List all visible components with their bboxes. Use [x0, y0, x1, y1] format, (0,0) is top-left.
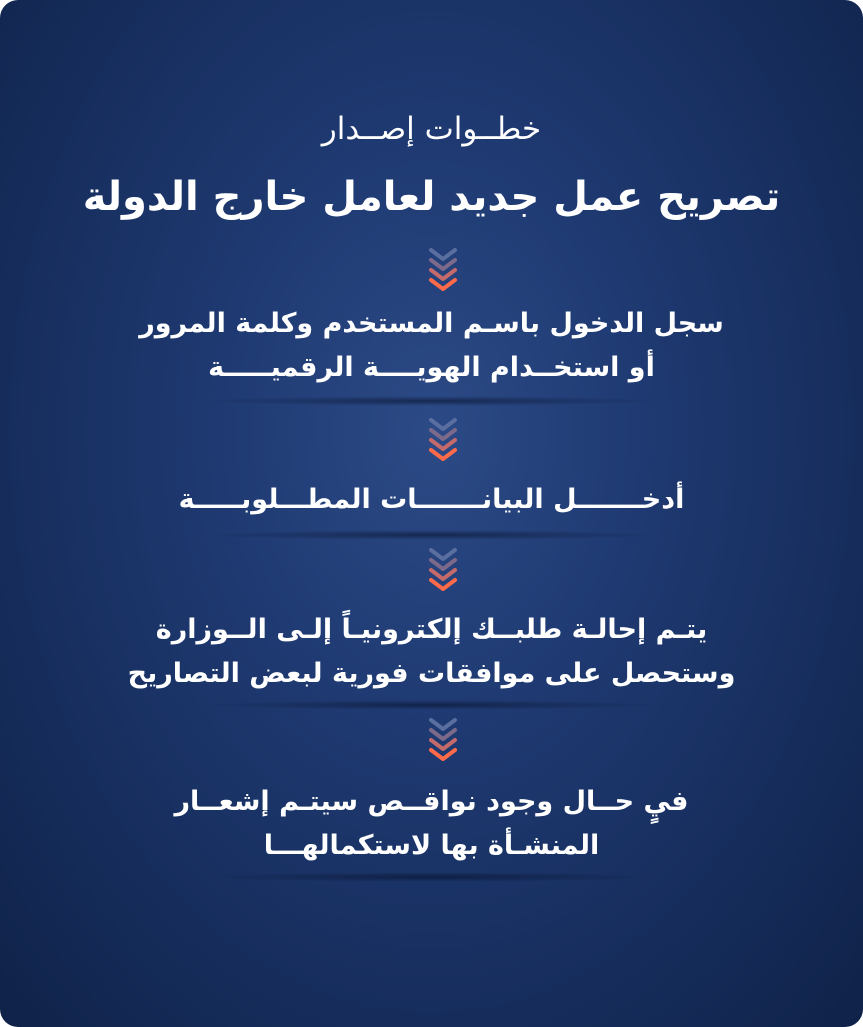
step-3-line-2: وستحصل على موافقات فورية لبعض التصاريح	[127, 658, 736, 689]
step-4-line-2: المنشـأة بها لاستكمالهـــا	[263, 830, 600, 861]
step-3-line-1: يتـم إحالـة طلبــك إلكترونيـاً إلـى الــوزارة	[155, 614, 708, 645]
step-2-line-1: أدخـــــــل البيانـــــــات المطـــلوبـــــة	[178, 484, 685, 515]
step-2	[120, 478, 743, 522]
triple-chevron-down-icon	[425, 246, 461, 294]
heading	[0, 106, 863, 228]
step-1-line-1: سجل الدخول باسـم المستخدم وكلمة المرور	[139, 308, 724, 339]
triple-chevron-down-icon	[425, 416, 461, 464]
divider	[200, 396, 663, 406]
page-title: تصريح عمل جديد لعامل خارج الدولة	[82, 174, 781, 220]
triple-chevron-down-icon	[425, 546, 461, 594]
step-4-line-1: فيٍ حــال وجود نواقــص سيتـم إشعــار	[174, 786, 689, 817]
divider	[200, 700, 663, 710]
subtitle: خطــوات إصــدار	[321, 111, 542, 147]
divider	[200, 872, 663, 882]
step-3	[120, 608, 743, 696]
step-1-line-2: أو استخــدام الهويــــة الرقميـــــة	[208, 352, 655, 383]
divider	[200, 530, 663, 540]
step-4	[120, 780, 743, 868]
step-1	[120, 302, 743, 390]
triple-chevron-down-icon	[425, 716, 461, 764]
